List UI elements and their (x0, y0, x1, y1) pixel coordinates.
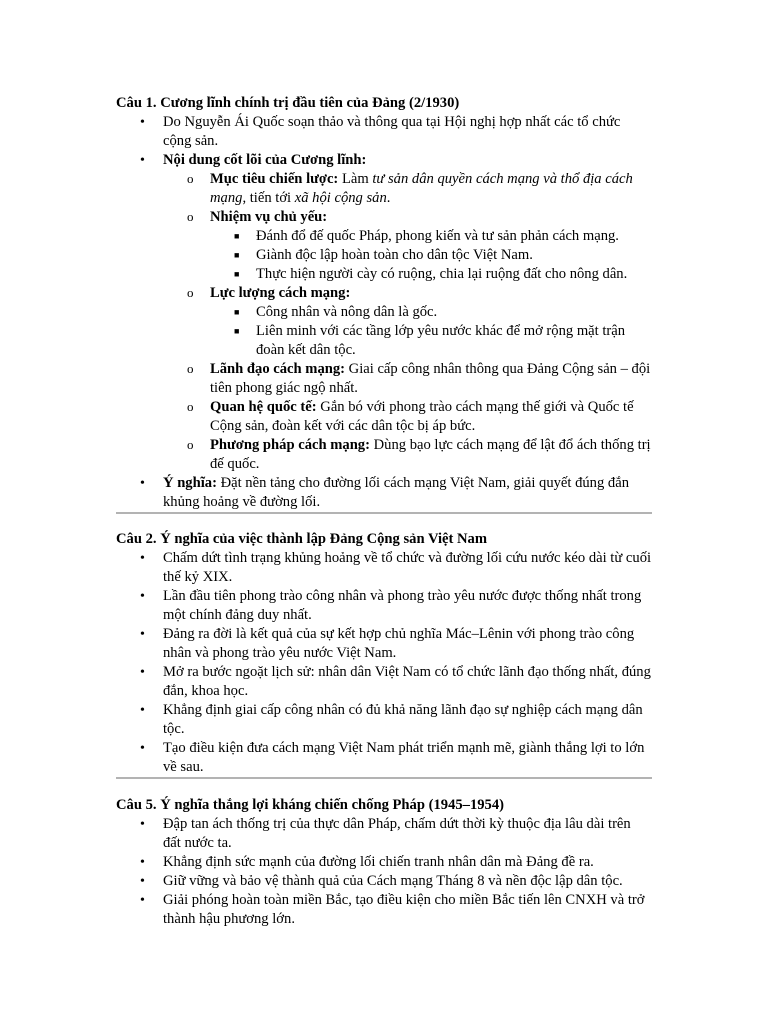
sub-item-forces: o Lực lượng cách mạng: ■ Công nhân và nông dân là gốc. ■ Liên minh với các tầng lớp yêu nước khác để mở rộng mặt trận đoàn kết dân tộc. (163, 284, 652, 360)
circle-bullet-icon: o (187, 399, 194, 414)
bullet-icon: • (140, 627, 145, 642)
square-bullet-icon: ■ (234, 326, 240, 336)
list-item: ■ Công nhân và nông dân là gốc. (234, 304, 438, 320)
list-item: • Nội dung cốt lõi của Cương lĩnh: o Mục tiêu chiến lược: Làm tư sản dân quyền cách mạng và thổ địa cách mạng, tiến tới xã hội cộng sản. o Nhiệm vụ chủ yếu: ■ Đánh đổ đế quốc Pháp, phong kiến và tư sản phản cách mạng. ■ Giành độc lập hoàn toàn cho dân tộc Việt Nam. ■ Thực hiện người cày có ruộng, chia lại ruộng đất cho nông dân. o Lực lượng cách mạng: ■ Công nhân và nông dân là gốc. ■ Liên minh với các tầng lớp yêu nước khác để mở rộng mặt trận đoàn kết dân tộc. o Lãnh đạo cách mạng: Giai cấp công nhân thông qua Đảng Cộng sản – đội tiên phong giác ngộ nhất. o Quan hệ quốc tế: Gắn bó với phong trào cách mạng thế giới và Quốc tế Cộng sản, đoàn kết với các dân tộc bị áp bức. o Phương pháp cách mạng: Dùng bạo lực cách mạng để lật đổ ách thống trị đế quốc. (140, 152, 651, 472)
list-item: • Chấm dứt tình trạng khủng hoảng về tổ chức và đường lối cứu nước kéo dài từ cuối thế kỷ XIX. (140, 550, 652, 585)
circle-bullet-icon: o (187, 209, 194, 224)
section-title: Câu 5. Ý nghĩa thắng lợi kháng chiến chống Pháp (1945–1954) (116, 797, 505, 813)
circle-bullet-icon: o (187, 361, 194, 376)
square-bullet-icon: ■ (234, 307, 240, 317)
sub-item-method: o Phương pháp cách mạng: Dùng bạo lực cách mạng để lật đổ ách thống trị đế quốc. (187, 437, 651, 472)
list-item: ■ Thực hiện người cày có ruộng, chia lại ruộng đất cho nông dân. (234, 266, 628, 282)
bullet-icon: • (140, 589, 145, 604)
list-item: • Ý nghĩa: Đặt nền tảng cho đường lối cách mạng Việt Nam, giải quyết đúng đắn khủng hoảng về đường lối. (140, 475, 629, 510)
bullet-list (116, 113, 652, 512)
bullet-icon: • (140, 665, 145, 680)
bullet-icon: • (140, 855, 145, 870)
bullet-list (116, 815, 652, 929)
bullet-icon: • (140, 741, 145, 756)
sub-sub-list (210, 303, 652, 360)
section-divider (116, 512, 652, 514)
sub-item-leadership: o Lãnh đạo cách mạng: Giai cấp công nhân thông qua Đảng Cộng sản – đội tiên phong giác ngộ nhất. (187, 361, 651, 396)
square-bullet-icon: ■ (234, 231, 240, 241)
bullet-icon: • (140, 115, 145, 130)
list-item: ■ Đánh đổ đế quốc Pháp, phong kiến và tư sản phản cách mạng. (234, 228, 619, 244)
circle-bullet-icon: o (187, 285, 194, 300)
bullet-icon: • (140, 874, 145, 889)
section-cau-5 (116, 796, 652, 929)
sub-sub-list (210, 227, 652, 284)
list-item: • Mở ra bước ngoặt lịch sử: nhân dân Việt Nam có tổ chức lãnh đạo thống nhất, đúng đắn, khoa học. (140, 664, 651, 699)
list-item: ■ Giành độc lập hoàn toàn cho dân tộc Việt Nam. (234, 247, 533, 263)
bullet-icon: • (140, 893, 145, 908)
section-cau-2 (116, 530, 652, 777)
sub-item-tasks: o Nhiệm vụ chủ yếu: ■ Đánh đổ đế quốc Pháp, phong kiến và tư sản phản cách mạng. ■ Giành độc lập hoàn toàn cho dân tộc Việt Nam. ■ Thực hiện người cày có ruộng, chia lại ruộng đất cho nông dân. (163, 208, 652, 284)
bullet-icon: • (140, 153, 145, 168)
list-item: • Lần đầu tiên phong trào công nhân và phong trào yêu nước được thống nhất trong một chính đảng duy nhất. (140, 588, 642, 623)
list-item: • Tạo điều kiện đưa cách mạng Việt Nam phát triển mạnh mẽ, giành thắng lợi to lớn về sau. (140, 740, 645, 775)
bullet-icon: • (140, 476, 145, 491)
sub-item-goal: o Mục tiêu chiến lược: Làm tư sản dân quyền cách mạng và thổ địa cách mạng, tiến tới xã hội cộng sản. (187, 171, 633, 206)
list-item: ■ Liên minh với các tầng lớp yêu nước khác để mở rộng mặt trận đoàn kết dân tộc. (234, 323, 626, 358)
list-item: • Khẳng định giai cấp công nhân có đủ khả năng lãnh đạo sự nghiệp cách mạng dân tộc. (140, 702, 643, 737)
bullet-icon: • (140, 817, 145, 832)
list-item: • Đập tan ách thống trị của thực dân Pháp, chấm dứt thời kỳ thuộc địa lâu dài trên đất nước ta. (140, 816, 631, 851)
bullet-list (116, 549, 652, 777)
bullet-icon: • (140, 551, 145, 566)
square-bullet-icon: ■ (234, 250, 240, 260)
list-item: • Do Nguyễn Ái Quốc soạn thảo và thông qua tại Hội nghị hợp nhất các tổ chức cộng sản. (140, 114, 621, 149)
list-item: • Giải phóng hoàn toàn miền Bắc, tạo điều kiện cho miền Bắc tiến lên CNXH và trở thành hậu phương lớn. (140, 892, 645, 927)
sub-list (163, 170, 652, 474)
bullet-icon: • (140, 703, 145, 718)
section-title: Câu 2. Ý nghĩa của việc thành lập Đảng Cộng sản Việt Nam (116, 531, 487, 547)
circle-bullet-icon: o (187, 437, 194, 452)
circle-bullet-icon: o (187, 171, 194, 186)
section-cau-1 (116, 94, 652, 512)
list-item: • Đảng ra đời là kết quả của sự kết hợp chủ nghĩa Mác–Lênin với phong trào công nhân và phong trào yêu nước Việt Nam. (140, 626, 635, 661)
list-item: • Giữ vững và bảo vệ thành quả của Cách mạng Tháng 8 và nền độc lập dân tộc. (140, 873, 623, 889)
square-bullet-icon: ■ (234, 269, 240, 279)
section-title: Câu 1. Cương lĩnh chính trị đầu tiên của Đảng (2/1930) (116, 95, 460, 111)
section-divider (116, 777, 652, 779)
sub-item-international: o Quan hệ quốc tế: Gắn bó với phong trào cách mạng thế giới và Quốc tế Cộng sản, đoàn kết với các dân tộc bị áp bức. (187, 399, 634, 434)
list-item: • Khẳng định sức mạnh của đường lối chiến tranh nhân dân mà Đảng đề ra. (140, 854, 594, 870)
